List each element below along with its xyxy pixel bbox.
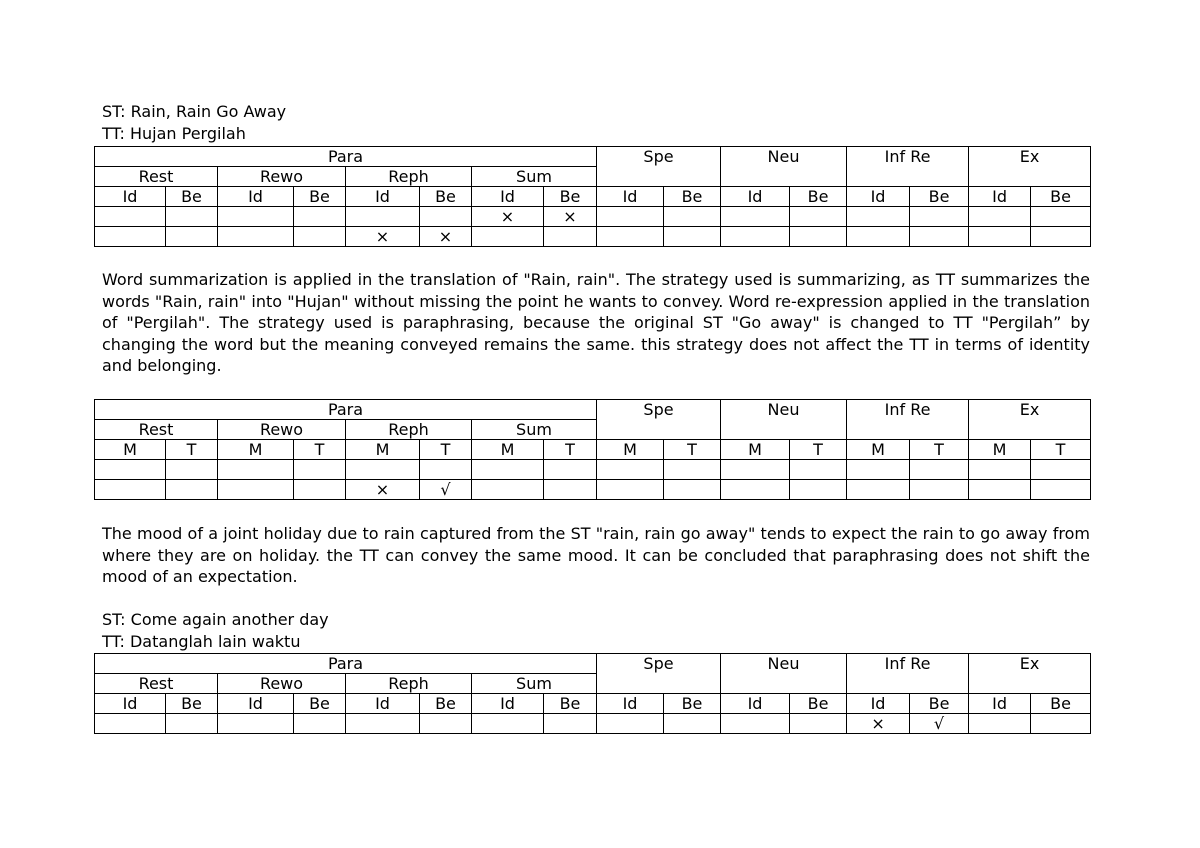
header-para: Para [95, 400, 597, 420]
header-reph: Reph [346, 674, 472, 694]
col-be: Be [420, 187, 472, 207]
col-t: T [544, 440, 597, 460]
col-id: Id [597, 187, 664, 207]
col-be: Be [910, 694, 969, 714]
header-rewo: Rewo [218, 167, 346, 187]
col-t: T [910, 440, 969, 460]
col-be: Be [664, 187, 721, 207]
cross-mark: × [544, 207, 597, 227]
col-id: Id [472, 187, 544, 207]
header-neu: Neu [721, 147, 847, 187]
mood-table [94, 399, 1091, 500]
table-row [95, 714, 1091, 734]
col-id: Id [218, 187, 294, 207]
header-inf-re: Inf Re [847, 400, 969, 440]
cross-mark: × [847, 714, 910, 734]
header-neu: Neu [721, 400, 847, 440]
paragraph-2: The mood of a joint holiday due to rain captured from the ST "rain, rain go away" tends to expect the rain to go away from where they are on holiday. the TT can convey the same mood. It can be concluded that paraphrasing does not shift the mood of an expectation. [102, 524, 1090, 587]
col-id: Id [95, 694, 166, 714]
header-para: Para [95, 147, 597, 167]
col-t: T [790, 440, 847, 460]
col-m: M [346, 440, 420, 460]
col-id: Id [346, 187, 420, 207]
col-m: M [969, 440, 1031, 460]
col-id: Id [721, 694, 790, 714]
header-ex: Ex [969, 147, 1091, 187]
col-be: Be [420, 694, 472, 714]
header-sum: Sum [472, 674, 597, 694]
col-id: Id [218, 694, 294, 714]
header-spe: Spe [597, 147, 721, 187]
tt-line-1: TT: Hujan Pergilah [102, 124, 246, 143]
col-t: T [1031, 440, 1091, 460]
col-be: Be [166, 187, 218, 207]
header-reph: Reph [346, 420, 472, 440]
col-m: M [721, 440, 790, 460]
col-be: Be [294, 187, 346, 207]
col-t: T [420, 440, 472, 460]
col-id: Id [95, 187, 166, 207]
col-be: Be [1031, 694, 1091, 714]
col-be: Be [544, 694, 597, 714]
col-t: T [166, 440, 218, 460]
col-m: M [847, 440, 910, 460]
col-id: Id [721, 187, 790, 207]
col-id: Id [847, 694, 910, 714]
col-m: M [95, 440, 166, 460]
col-id: Id [969, 694, 1031, 714]
col-t: T [664, 440, 721, 460]
strategy-table-1 [94, 146, 1091, 247]
table-row [95, 460, 1091, 480]
col-be: Be [166, 694, 218, 714]
st-line-1: ST: Rain, Rain Go Away [102, 102, 287, 121]
st-line-2: ST: Come again another day [102, 610, 329, 629]
header-rewo: Rewo [218, 674, 346, 694]
col-m: M [218, 440, 294, 460]
header-spe: Spe [597, 654, 721, 694]
col-be: Be [1031, 187, 1091, 207]
paragraph-1: Word summarization is applied in the translation of "Rain, rain". The strategy used is summarizing, as TT summarizes the words "Rain, rain" into "Hujan" without missing the point he wants to convey. Word re-expression applied in the translation of "Pergilah". The strategy used is paraphrasing, because the original ST "Go away" is changed to TT "Pergilah” by changing the word but the meaning conveyed remains the same. this strategy does not affect the TT in terms of identity and belonging. [102, 270, 1090, 376]
cross-mark: × [346, 480, 420, 500]
header-spe: Spe [597, 400, 721, 440]
check-mark: √ [420, 480, 472, 500]
col-m: M [597, 440, 664, 460]
header-rest: Rest [95, 674, 218, 694]
col-be: Be [910, 187, 969, 207]
col-be: Be [544, 187, 597, 207]
check-mark: √ [910, 714, 969, 734]
header-ex: Ex [969, 400, 1091, 440]
cross-mark: × [346, 227, 420, 247]
header-inf-re: Inf Re [847, 147, 969, 187]
table-row [95, 480, 1091, 500]
col-id: Id [346, 694, 420, 714]
header-rewo: Rewo [218, 420, 346, 440]
col-id: Id [597, 694, 664, 714]
header-reph: Reph [346, 167, 472, 187]
table-row [95, 207, 1091, 227]
table-row [95, 227, 1091, 247]
header-para: Para [95, 654, 597, 674]
header-rest: Rest [95, 420, 218, 440]
col-m: M [472, 440, 544, 460]
strategy-table-2 [94, 653, 1091, 734]
col-be: Be [294, 694, 346, 714]
tt-line-2: TT: Datanglah lain waktu [102, 632, 301, 651]
col-id: Id [472, 694, 544, 714]
col-be: Be [790, 187, 847, 207]
col-be: Be [664, 694, 721, 714]
header-sum: Sum [472, 167, 597, 187]
col-id: Id [847, 187, 910, 207]
header-neu: Neu [721, 654, 847, 694]
cross-mark: × [472, 207, 544, 227]
cross-mark: × [420, 227, 472, 247]
col-id: Id [969, 187, 1031, 207]
col-t: T [294, 440, 346, 460]
col-be: Be [790, 694, 847, 714]
header-inf-re: Inf Re [847, 654, 969, 694]
header-sum: Sum [472, 420, 597, 440]
header-rest: Rest [95, 167, 218, 187]
header-ex: Ex [969, 654, 1091, 694]
